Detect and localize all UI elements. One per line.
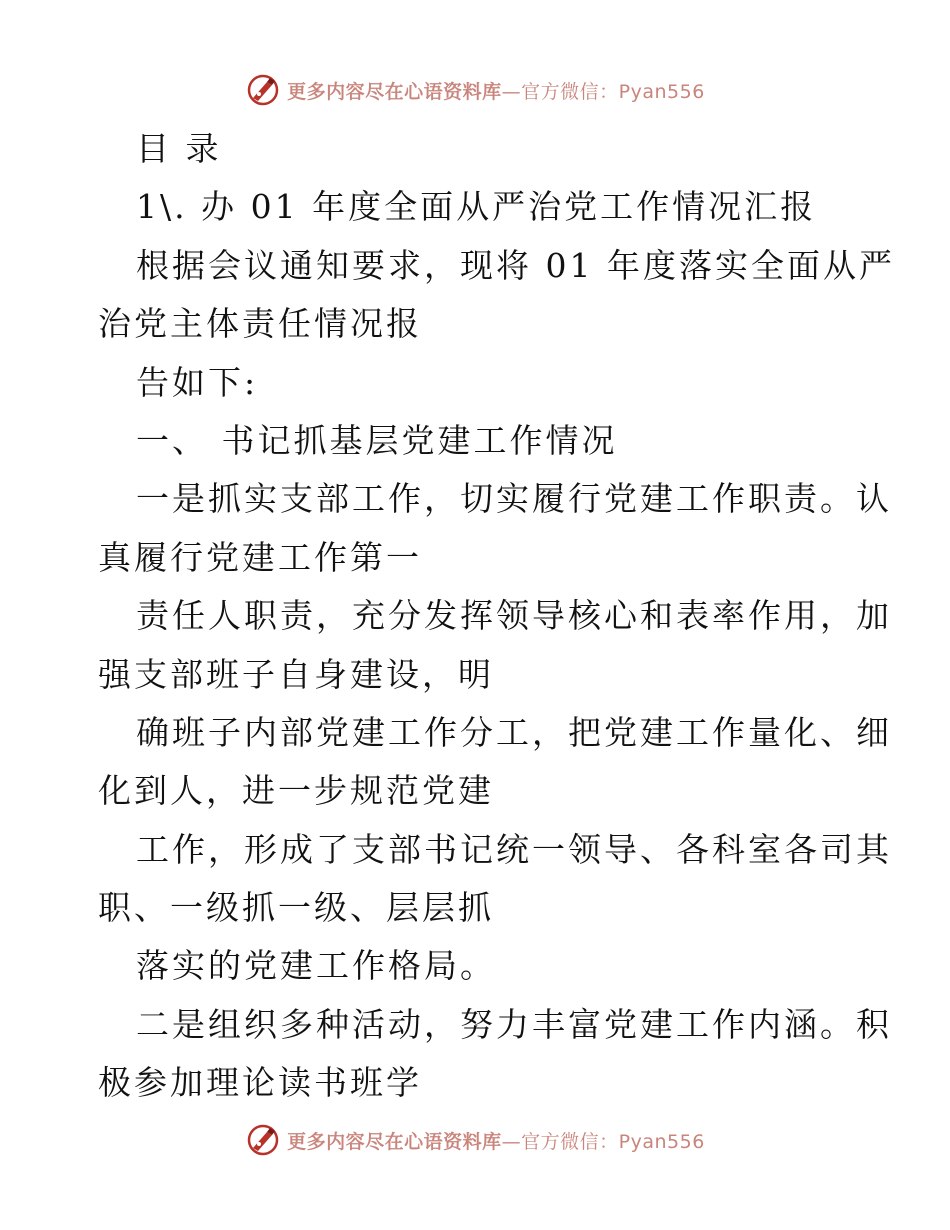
document-line: 职、一级抓一级、层层抓 [98,888,494,928]
banner-text [287,77,705,104]
banner-contact: 官方微信：Pyan556 [521,80,705,103]
banner-dash: — [501,80,522,103]
footer-banner [0,1118,950,1162]
document-line: 根据会议通知要求，现将 01 年度落实全面从严 [136,245,895,285]
document-line: 目 录 [136,129,222,168]
banner-title: 更多内容尽在心语资料库 [287,1130,502,1153]
document-line: 真履行党建工作第一 [98,537,422,577]
document-line: 1\. 办 01 年度全面从严治党工作情况汇报 [136,187,817,227]
document-line: 化到人，进一步规范党建 [98,771,494,811]
document-line: 治党主体责任情况报 [98,304,422,344]
document-line: 一是抓实支部工作，切实履行党建工作职责。认 [136,479,892,519]
document-line: 一、 书记抓基层党建工作情况 [136,420,618,460]
pen-circle-logo-icon [245,72,281,108]
document-line: 告如下: [136,362,259,402]
document-body [98,120,895,1113]
document-line: 责任人职责，充分发挥领导核心和表率作用，加 [136,596,892,636]
banner-title: 更多内容尽在心语资料库 [287,80,502,103]
document-line: 极参加理论读书班学 [98,1063,422,1103]
header-banner [0,68,950,112]
document-line: 确班子内部党建工作分工，把党建工作量化、细 [136,712,892,752]
banner-contact: 官方微信：Pyan556 [521,1130,705,1153]
document-line: 强支部班子自身建设，明 [98,654,494,694]
pen-circle-logo-icon [245,1122,281,1158]
banner-text [287,1127,705,1154]
document-line: 落实的党建工作格局。 [136,946,496,986]
banner-dash: — [501,1130,522,1153]
document-line: 二是组织多种活动，努力丰富党建工作内涵。积 [136,1004,892,1044]
document-line: 工作，形成了支部书记统一领导、各科室各司其 [136,829,892,869]
